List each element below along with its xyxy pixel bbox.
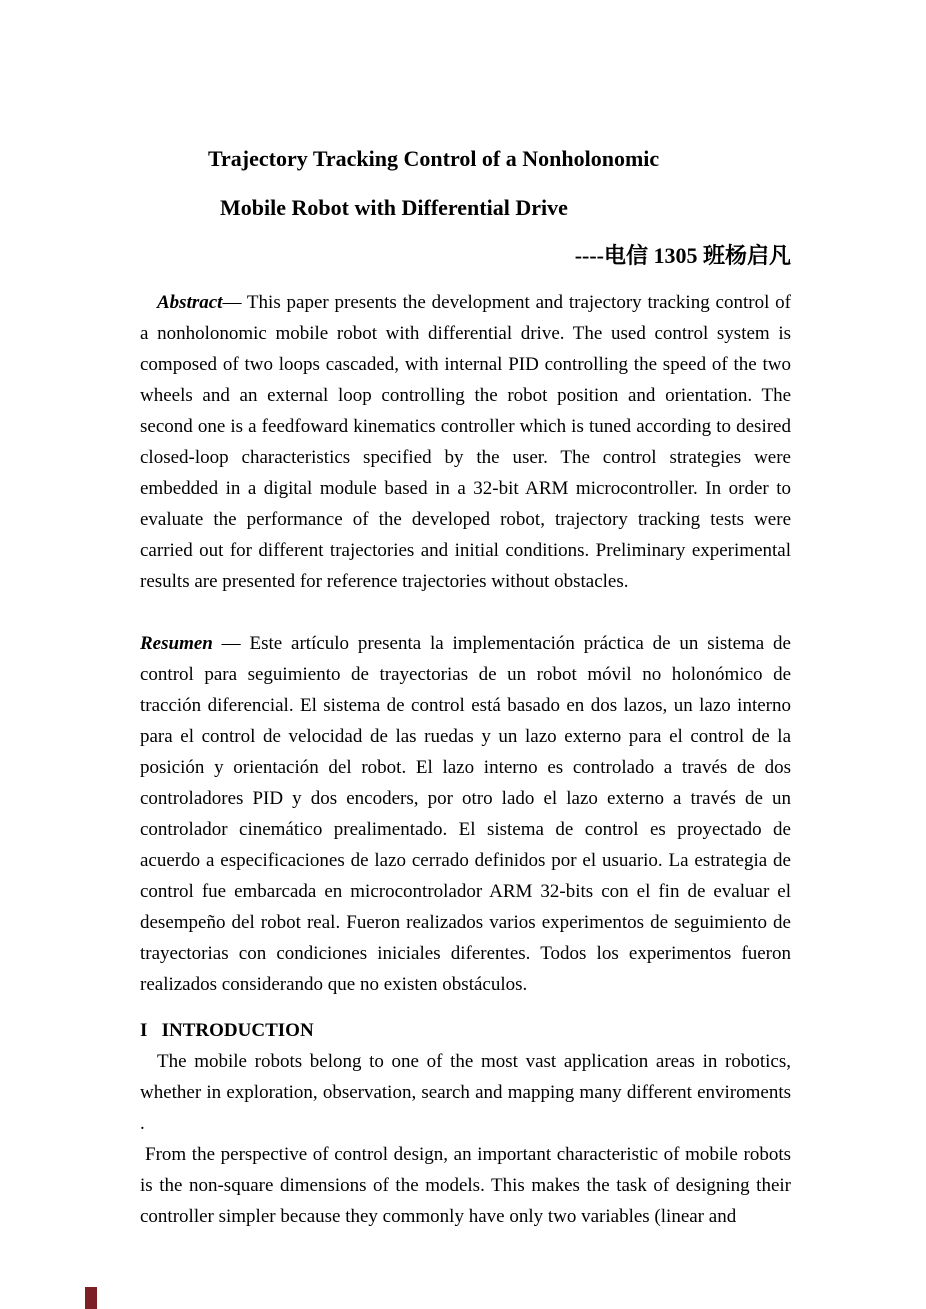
resumen-paragraph (140, 628, 791, 1000)
abstract-label: Abstract (157, 292, 223, 313)
abstract-text: — This paper presents the development and trajectory tracking control of a nonholonomic mobile robot with differential drive. The used control system is composed of two loops cascaded, with internal PID controlling the speed of the two wheels and an external loop controlling the robot position and orientation. The second one is a feedfoward kinematics controller which is tuned according to desired closed-loop characteristics specified by the user. The control strategies were embedded in a digital module based in a 32-bit ARM microcontroller. In order to evaluate the performance of the developed robot, trajectory tracking tests were carried out for different trajectories and initial conditions. Preliminary experimental results are presented for reference trajectories without obstacles. (140, 292, 791, 592)
paper-title (140, 148, 791, 219)
introduction-paragraph-2: From the perspective of control design, an important characteristic of mobile robots is the non-square dimensions of the models. This makes the task of designing their controller simpler because they commonly have only two variables (linear and (140, 1144, 791, 1227)
resumen-text: — Este artículo presenta la implementación práctica de un sistema de control para seguimiento de trayectorias de un robot móvil no holonómico de tracción diferencial. El sistema de control está basado en dos lazos, un lazo interno para el control de velocidad de las ruedas y un lazo externo para el control de la posición y orientación del robot. El lazo interno es controlado a través de dos controladores PID y dos encoders, por otro lado el lazo externo a través de un controlador cinemático prealimentado. El sistema de control es proyectado de acuerdo a especificaciones de lazo cerrado definidos por el usuario. La estrategia de control fue embarcada en microcontrolador ARM 32-bits con el fin de evaluar el desempeño del robot real. Fueron realizados varios experimentos de seguimiento de trayectorias con condiciones iniciales diferentes. Todos los experimentos fueron realizados considerando que no existen obstáculos. (140, 633, 791, 995)
abstract-paragraph (140, 287, 791, 597)
paper-title-line2: Mobile Robot with Differential Drive (220, 195, 568, 220)
section-heading-introduction: I INTRODUCTION (140, 1020, 314, 1041)
paper-content (140, 148, 791, 1232)
author-byline: ----电信 1305 班杨启凡 (574, 243, 791, 268)
resumen-label: Resumen (140, 633, 213, 654)
paper-title-line1: Trajectory Tracking Control of a Nonholonomic (208, 146, 660, 171)
page-corner-mark (85, 1287, 97, 1309)
introduction-paragraph-1: The mobile robots belong to one of the most vast application areas in robotics, whether in exploration, observation, search and mapping many different enviroments . (140, 1051, 791, 1134)
